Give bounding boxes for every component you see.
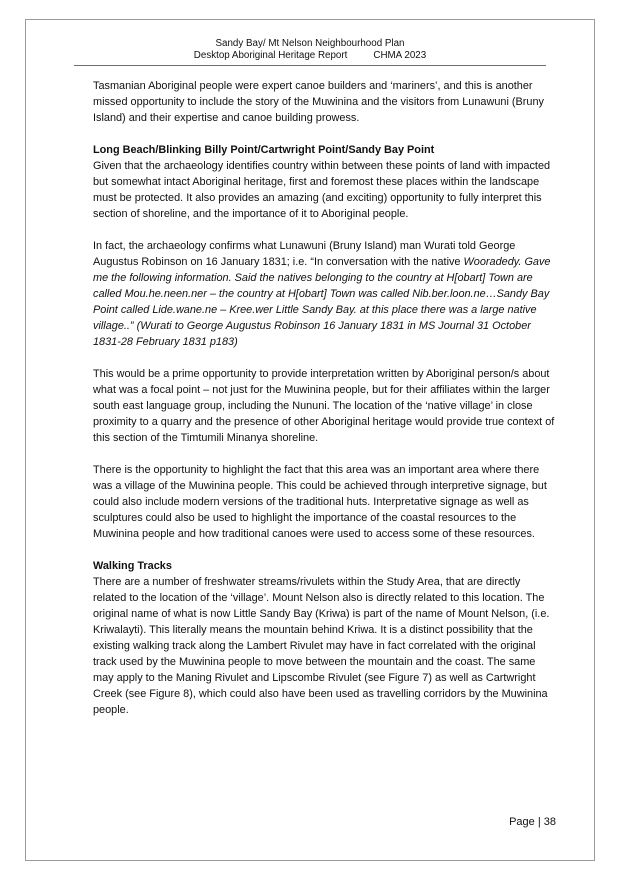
header-title: Sandy Bay/ Mt Nelson Neighbourhood Plan xyxy=(215,38,405,49)
header-divider xyxy=(74,65,546,66)
header-org: CHMA 2023 xyxy=(373,50,427,61)
header-subtitle xyxy=(26,50,594,62)
paragraph-village: There is the opportunity to highlight the fact that this area was an important area where there was a village of the Muwinina people. This could be achieved through interpretive signage, but could also include modern versions of the traditional huts. Interpretative signage as well as sculptures could also be used to highlight the importance of the coastal resources to the Muwinina people and how traditional canoes were used to access some of these resources. xyxy=(93,464,547,540)
document-page xyxy=(25,19,595,861)
page-number: Page | 38 xyxy=(509,816,556,828)
paragraph-protection: Given that the archaeology identifies country within between these points of land with impacted but somewhat intact Aboriginal heritage, first and foremost these places within the landscape must be protected. It also provides an amazing (and exciting) opportunity to fully interpret this section of shoreline, and the importance of it to Aboriginal people. xyxy=(93,160,551,220)
quote-intro: In fact, the archaeology confirms what Lunawuni (Bruny Island) man Wurati told George Augustus Robinson on 16 January 1831; i.e. “In conversation with the native xyxy=(93,240,516,268)
paragraph-canoes: Tasmanian Aboriginal people were expert canoe builders and ‘mariners’, and this is another missed opportunity to include the story of the Muwinina and the visitors from Lunawuni (Bruny Island) and their expertise and canoe building prowess. xyxy=(93,80,544,124)
page-content xyxy=(93,78,556,734)
header-report-name: Desktop Aboriginal Heritage Report xyxy=(193,50,348,61)
paragraph-wurati-quote xyxy=(93,238,556,350)
heading-long-beach: Long Beach/Blinking Billy Point/Cartwright Point/Sandy Bay Point xyxy=(93,144,435,156)
paragraph-interpretation: This would be a prime opportunity to provide interpretation written by Aboriginal person/s about what was a focal point – not just for the Muwinina people, but for their affiliates within the larger south east language group, including the Nununi. The location of the ‘native village’ in close proximity to a quarry and the presence of other Aboriginal heritage would provide true context of this section of the Timtumili Minanya shoreline. xyxy=(93,368,555,444)
quote-text: Wooradedy. Gave me the following information. Said the natives belonging to the country at H[obart] Town are called Mou.he.neen.ner – the country at H[obart] Town was called Nib.ber.loon.ne…Sandy Bay Point called Lide.wane.ne – Kree.wer Little Sandy Bay. at this place there was a large native village..” (Wurati to George Augustus Robinson 16 January 1831 in MS Journal 31 October 1831-28 February 1831 p183) xyxy=(93,256,551,348)
paragraph-walking-tracks: There are a number of freshwater streams/rivulets within the Study Area, that are directly related to the location of the ‘village’. Mount Nelson also is directly related to this location. The original name of what is now Little Sandy Bay (Kriwa) is part of the name of Mount Nelson, (i.e. Kriwalayti). This literally means the mountain behind Kriwa. It is a distinct possibility that the existing walking track along the Lambert Rivulet may have in fact correlated with the original track used by the Muwinina people to move between the mountain and the coast. The same may apply to the Maning Rivulet and Lipscombe Rivulet (see Figure 7) as well as Cartwright Creek (see Figure 8), which could also have been used as travelling corridors by the Muwinina people. xyxy=(93,576,550,716)
heading-walking-tracks: Walking Tracks xyxy=(93,560,172,572)
page-header xyxy=(26,38,594,62)
